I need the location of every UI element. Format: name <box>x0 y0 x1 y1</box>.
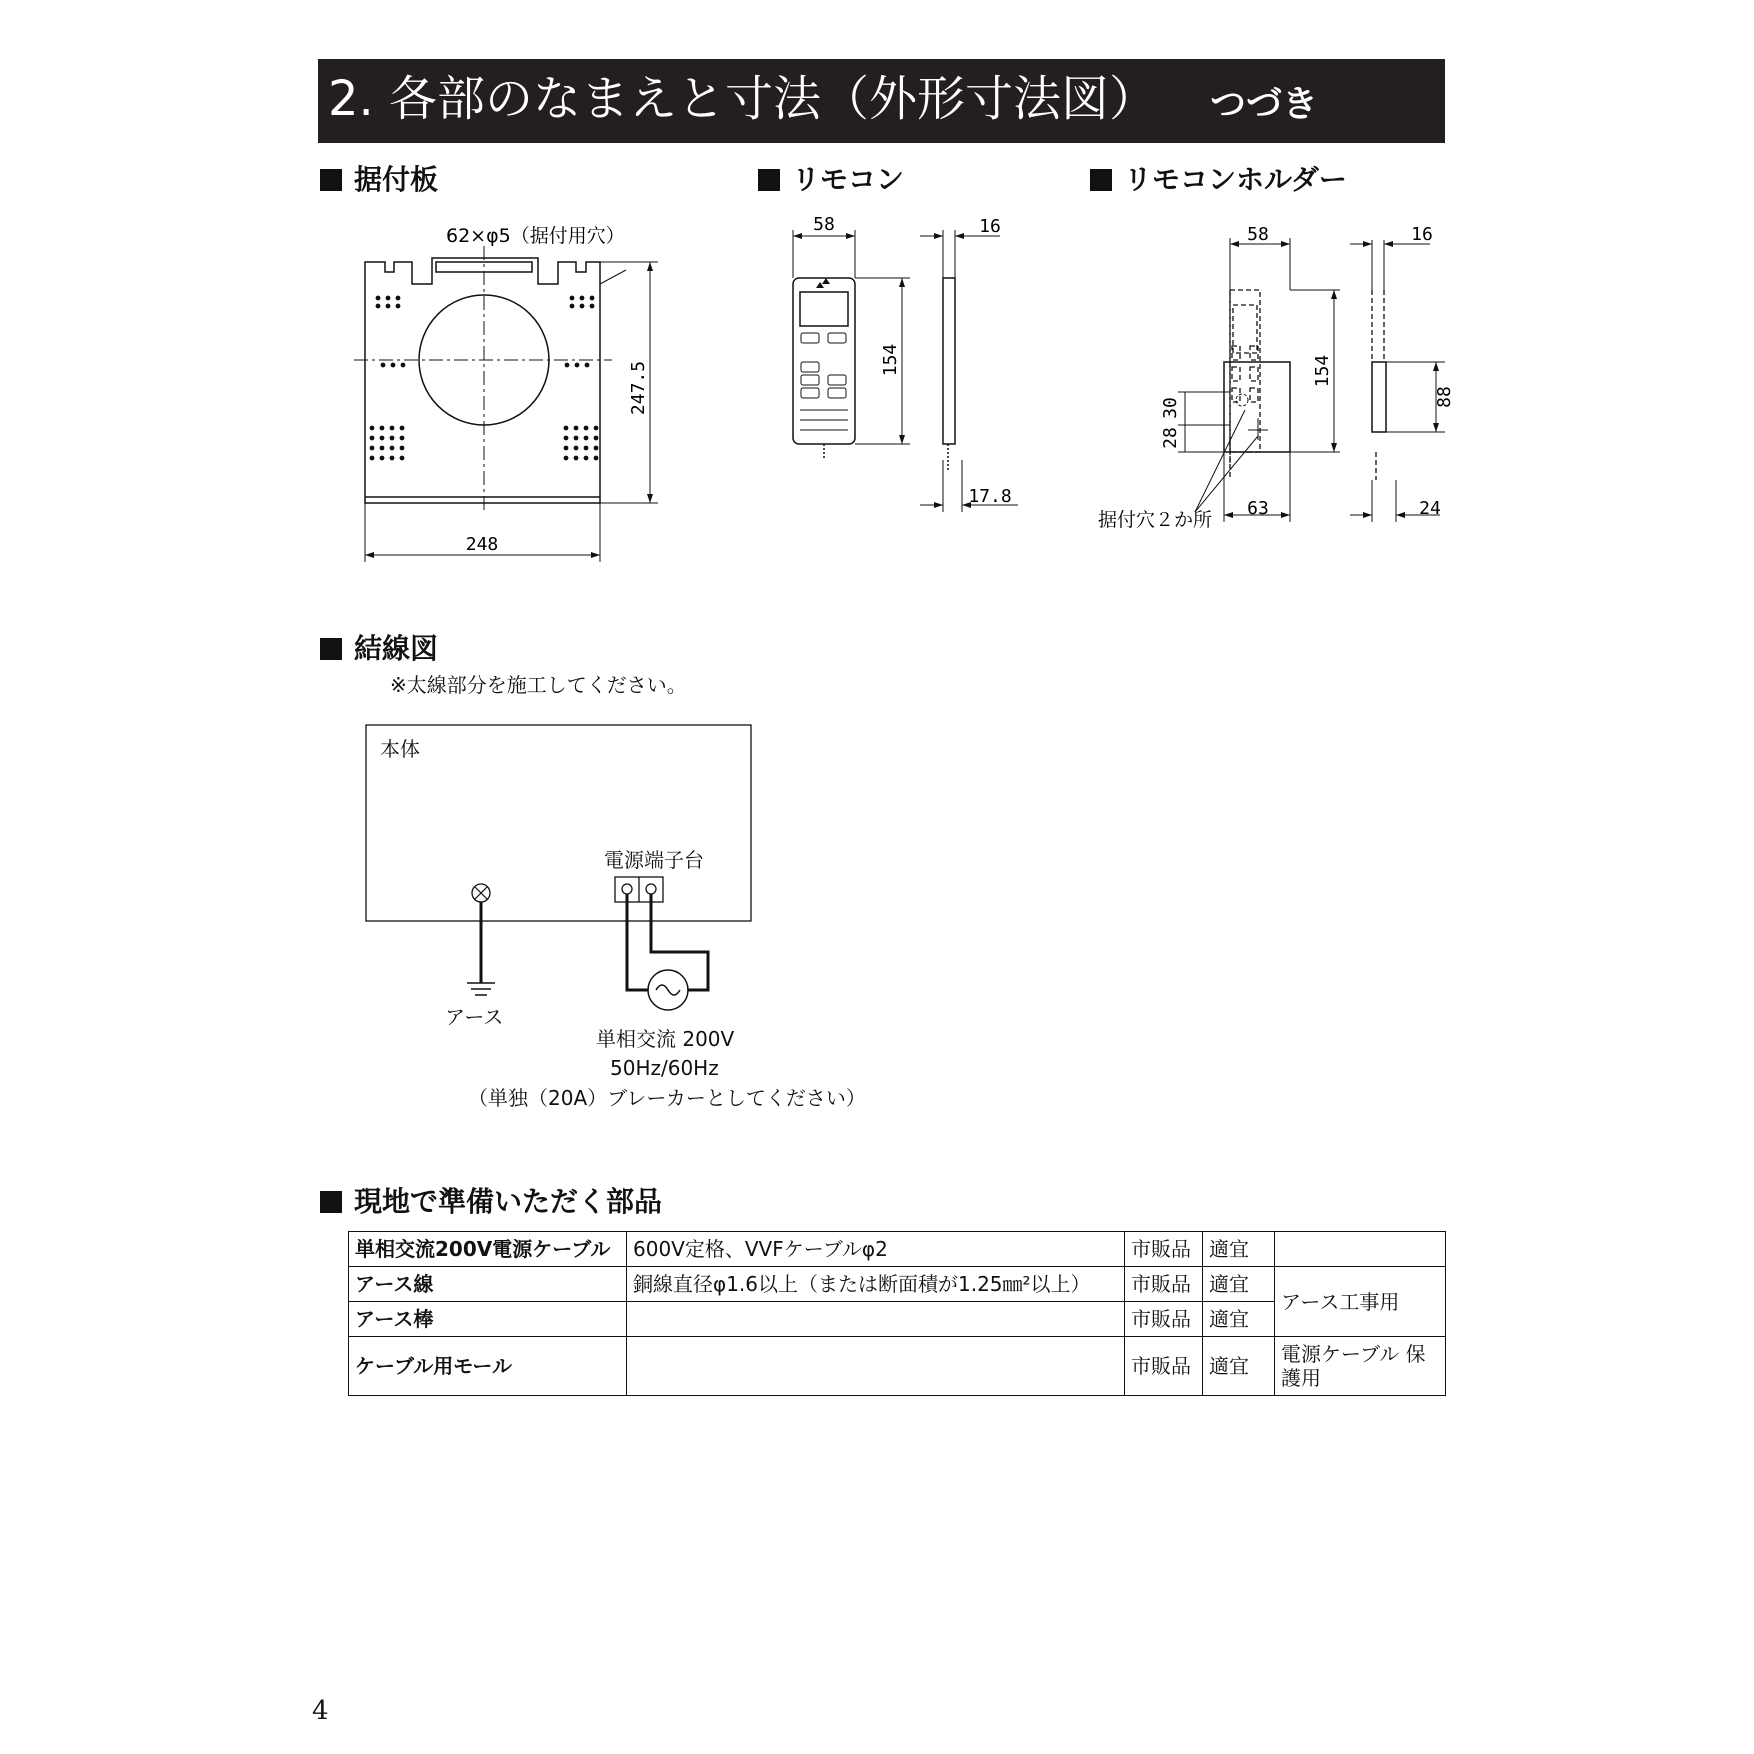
holder-dim-30: 30 <box>1160 397 1181 419</box>
dim-width: 248 <box>465 534 499 555</box>
part-name: 単相交流200V電源ケーブル <box>349 1232 627 1267</box>
part-qty: 適宜 <box>1203 1267 1275 1302</box>
section-heading-holder: リモコンホルダー <box>1090 163 1347 197</box>
table-row <box>349 1267 1446 1302</box>
square-bullet-icon <box>758 169 780 191</box>
holder-dim-88: 88 <box>1434 386 1455 408</box>
holder-hole-label: 据付穴２か所 <box>1098 509 1213 531</box>
part-spec: 600V定格、VVFケーブルφ2 <box>627 1232 1125 1267</box>
power-label-3: （単独（20A）ブレーカーとしてください） <box>468 1086 866 1110</box>
part-source: 市販品 <box>1125 1302 1203 1337</box>
section-heading-parts: 現地で準備いただく部品 <box>320 1185 662 1219</box>
square-bullet-icon <box>320 1191 342 1213</box>
remote-drawing <box>780 205 1040 525</box>
unit-box <box>366 725 751 921</box>
part-qty: 適宜 <box>1203 1232 1275 1267</box>
square-bullet-icon <box>320 169 342 191</box>
section-heading-remote: リモコン <box>758 163 904 197</box>
hole-note: 62×φ5（据付用穴） <box>446 225 625 247</box>
part-spec <box>627 1337 1125 1396</box>
part-source: 市販品 <box>1125 1232 1203 1267</box>
page-title: 2. 各部のなまえと寸法（外形寸法図） <box>328 71 1158 127</box>
part-source: 市販品 <box>1125 1337 1203 1396</box>
part-note: アース工事用 <box>1275 1267 1446 1337</box>
holder-dim-28: 28 <box>1160 427 1181 449</box>
power-label-1: 単相交流 200V <box>596 1027 735 1051</box>
holder-dim-63: 63 <box>1247 498 1269 519</box>
wiring-note: ※太線部分を施工してください。 <box>390 673 687 697</box>
holder-dim-depth: 16 <box>1411 224 1433 245</box>
part-note: 電源ケーブル 保護用 <box>1275 1337 1446 1396</box>
part-note <box>1275 1232 1446 1267</box>
dim-height: 247.5 <box>628 360 649 416</box>
part-name: アース線 <box>349 1267 627 1302</box>
table-row <box>349 1232 1446 1267</box>
part-spec: 銅線直径φ1.6以上（または断面積が1.25㎜²以上） <box>627 1267 1125 1302</box>
page-title-bar <box>318 59 1445 143</box>
part-spec <box>627 1302 1125 1337</box>
mount-plate-drawing <box>350 220 670 570</box>
terminal-label: 電源端子台 <box>604 848 704 872</box>
remote-dim-width: 58 <box>813 214 835 235</box>
table-row <box>349 1337 1446 1396</box>
parts-table <box>348 1231 1446 1396</box>
unit-label: 本体 <box>380 737 420 761</box>
part-name: ケーブル用モール <box>349 1337 627 1396</box>
holder-dim-height: 154 <box>1312 354 1333 388</box>
part-qty: 適宜 <box>1203 1337 1275 1396</box>
section-heading-wiring: 結線図 <box>320 632 438 666</box>
remote-holder-drawing <box>1090 215 1455 535</box>
earth-label: アース <box>445 1005 504 1029</box>
remote-dim-height: 154 <box>880 343 901 377</box>
holder-dim-24: 24 <box>1419 498 1441 519</box>
holder-dim-width: 58 <box>1247 224 1269 245</box>
page-subtitle: つづき <box>1210 84 1319 125</box>
section-heading-mount-plate: 据付板 <box>320 163 438 197</box>
part-name: アース棒 <box>349 1302 627 1337</box>
part-qty: 適宜 <box>1203 1302 1275 1337</box>
square-bullet-icon <box>1090 169 1112 191</box>
page-number: 4 <box>312 1696 329 1726</box>
part-source: 市販品 <box>1125 1267 1203 1302</box>
power-label-2: 50Hz/60Hz <box>610 1056 719 1080</box>
remote-dim-bottom: 17.8 <box>968 486 1012 507</box>
remote-dim-depth: 16 <box>979 216 1001 237</box>
square-bullet-icon <box>320 638 342 660</box>
